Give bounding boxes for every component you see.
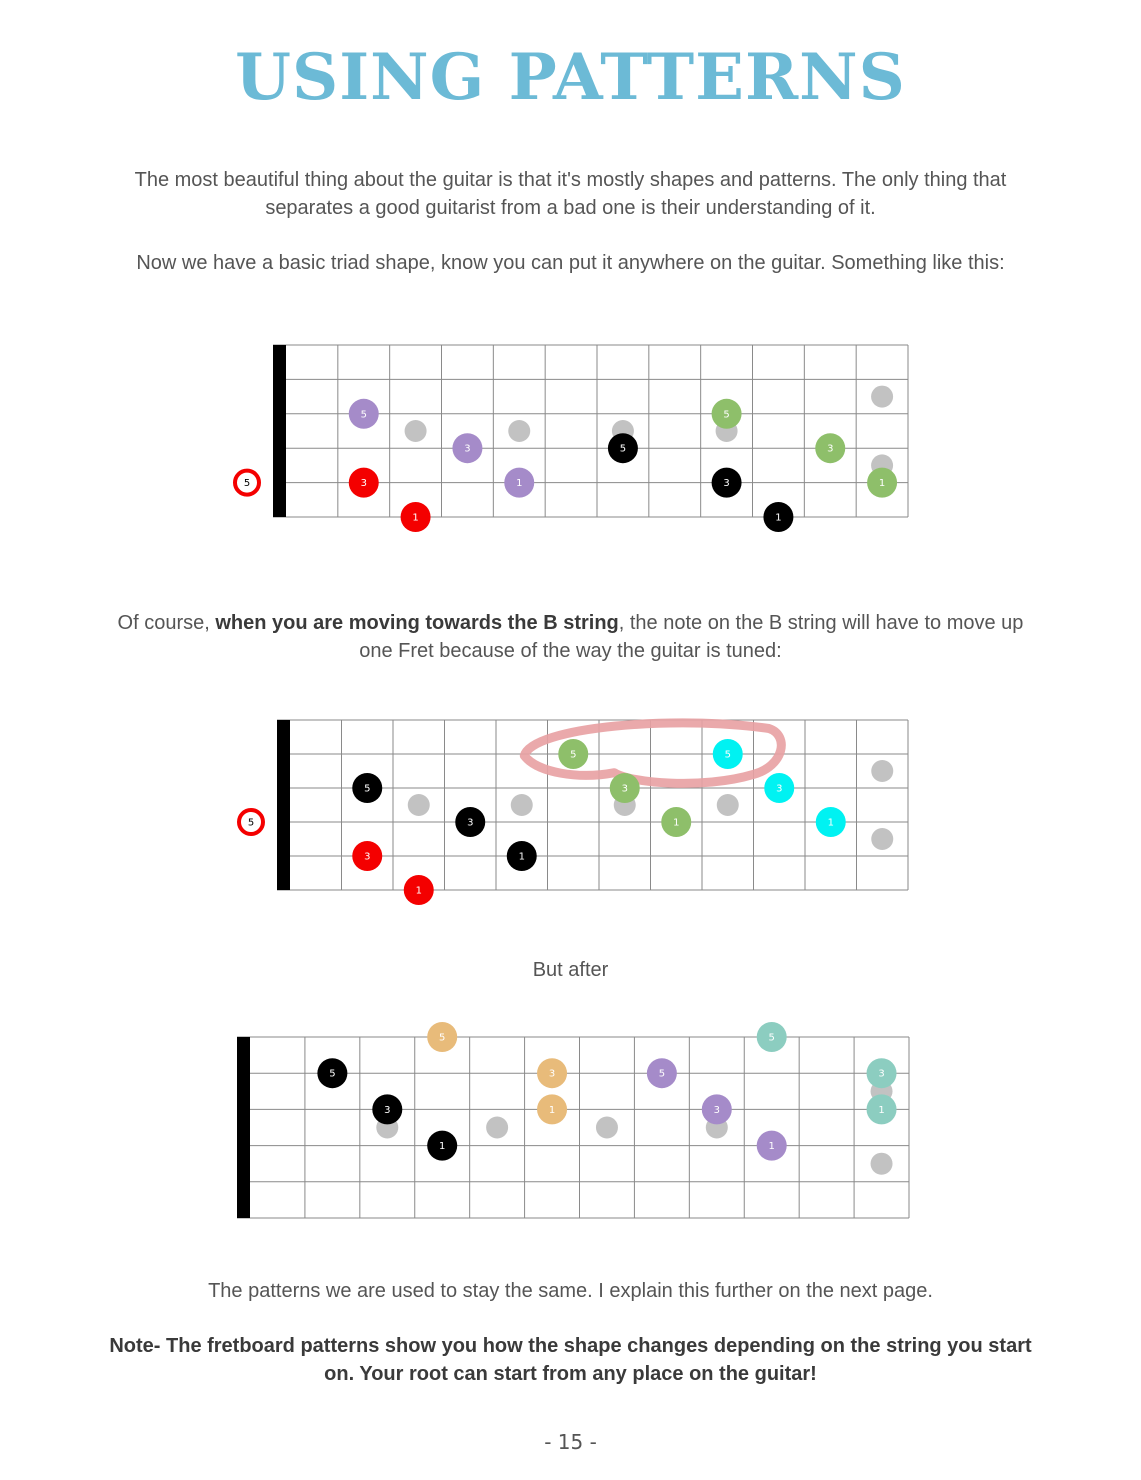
note-dot bbox=[764, 773, 794, 803]
note-dot bbox=[647, 1058, 677, 1088]
b-string-text-bold: when you are moving towards the B string bbox=[215, 612, 619, 634]
note-label: 5 bbox=[658, 1068, 666, 1080]
note-label: 1 bbox=[516, 478, 523, 490]
string-marker bbox=[239, 810, 263, 834]
note-label: 3 bbox=[713, 1104, 720, 1116]
note-label: 1 bbox=[415, 885, 422, 897]
note-dot bbox=[352, 773, 382, 803]
note-dot bbox=[558, 739, 588, 769]
note-circle bbox=[717, 794, 739, 816]
note-dot bbox=[349, 399, 379, 429]
note-label: 3 bbox=[776, 783, 783, 795]
nut-bar bbox=[277, 720, 290, 890]
note-dot bbox=[815, 433, 845, 463]
note-circle bbox=[871, 828, 893, 850]
note-dot bbox=[712, 399, 742, 429]
note-circle bbox=[408, 794, 430, 816]
nut-bar bbox=[273, 345, 286, 517]
b-string-text-post: , the note on the B string will have to move up one Fret because of the way the guitar is tuned: bbox=[359, 612, 1024, 662]
fretboard-diagram-2 bbox=[0, 705, 1141, 915]
note-circle bbox=[486, 1117, 508, 1139]
page-title: USING PATTERNS bbox=[235, 40, 906, 115]
fretboard-diagram-1 bbox=[0, 330, 1141, 540]
note-circle bbox=[871, 760, 893, 782]
note-label: 3 bbox=[467, 817, 474, 829]
triad-paragraph: Now we have a basic triad shape, know you can put it anywhere on the guitar. Something like this: bbox=[136, 252, 1005, 274]
note-dot bbox=[455, 807, 485, 837]
note-label: 3 bbox=[360, 478, 367, 490]
note-dot bbox=[504, 468, 534, 498]
b-string-text-pre: Of course, bbox=[117, 612, 216, 634]
note-dot bbox=[702, 1094, 732, 1124]
note-label: 1 bbox=[768, 1141, 775, 1153]
fret-dot bbox=[871, 828, 893, 850]
b-string-paragraph bbox=[100, 609, 1041, 665]
note-label: 3 bbox=[827, 443, 834, 455]
string-marker-label: 5 bbox=[247, 817, 255, 829]
fret-dot bbox=[408, 794, 430, 816]
fret-dot bbox=[486, 1117, 508, 1139]
note-dot bbox=[404, 875, 434, 905]
note-label: 1 bbox=[439, 1141, 446, 1153]
fret-dot bbox=[717, 794, 739, 816]
note-circle bbox=[596, 1117, 618, 1139]
fret-dot bbox=[511, 794, 533, 816]
nut-bar bbox=[237, 1037, 250, 1218]
note-dot bbox=[757, 1022, 787, 1052]
note-label: 5 bbox=[768, 1032, 775, 1044]
note-circle bbox=[871, 1153, 893, 1175]
fret-dot bbox=[871, 760, 893, 782]
note-label: 1 bbox=[878, 478, 886, 490]
note-label: 1 bbox=[775, 512, 782, 524]
note-dot bbox=[763, 502, 793, 532]
but-after-text: But after bbox=[532, 959, 609, 981]
note-dot bbox=[867, 468, 897, 498]
note-dot bbox=[661, 807, 691, 837]
note-label: 5 bbox=[360, 409, 367, 421]
note-dot bbox=[372, 1094, 402, 1124]
note-dot bbox=[537, 1094, 567, 1124]
note-circle bbox=[405, 420, 427, 442]
note-dot bbox=[713, 739, 743, 769]
note-label: 1 bbox=[878, 1104, 885, 1116]
note-label: 5 bbox=[724, 749, 731, 761]
note-dot bbox=[401, 502, 431, 532]
intro-paragraph: The most beautiful thing about the guitar is that it's mostly shapes and patterns. The only thing that separates a good guitarist from a bad one is their understanding of it. bbox=[134, 169, 1007, 219]
note-dot bbox=[757, 1131, 787, 1161]
note-dot bbox=[867, 1094, 897, 1124]
string-marker bbox=[235, 471, 259, 495]
note-label: 5 bbox=[619, 443, 627, 455]
note-label: 3 bbox=[364, 851, 371, 863]
note-label: 3 bbox=[464, 443, 471, 455]
note-label: 1 bbox=[518, 851, 525, 863]
patterns-paragraph: The patterns we are used to stay the same. I explain this further on the next page. bbox=[208, 1280, 933, 1302]
note-circle bbox=[508, 420, 530, 442]
note-dot bbox=[352, 841, 382, 871]
note-label: 1 bbox=[548, 1104, 556, 1116]
note-dot bbox=[452, 433, 482, 463]
fret-dot bbox=[508, 420, 530, 442]
note-label: 3 bbox=[548, 1068, 556, 1080]
note-dot bbox=[427, 1022, 457, 1052]
fret-dot bbox=[871, 1153, 893, 1175]
note-dot bbox=[608, 433, 638, 463]
note-dot bbox=[867, 1058, 897, 1088]
note-label: 1 bbox=[827, 817, 834, 829]
note-paragraph: Note- The fretboard patterns show you how the shape changes depending on the string you start on. Your root can start from any place on the guitar! bbox=[109, 1335, 1032, 1385]
note-label: 3 bbox=[621, 783, 628, 795]
note-dot bbox=[712, 468, 742, 498]
note-label: 5 bbox=[439, 1032, 446, 1044]
note-dot bbox=[537, 1058, 567, 1088]
note-label: 3 bbox=[878, 1068, 885, 1080]
fretboard-diagram-3 bbox=[0, 1015, 1141, 1230]
note-dot bbox=[317, 1058, 347, 1088]
note-label: 3 bbox=[723, 478, 730, 490]
note-label: 5 bbox=[329, 1068, 336, 1080]
fret-dot bbox=[596, 1117, 618, 1139]
note-dot bbox=[610, 773, 640, 803]
note-label: 1 bbox=[412, 512, 419, 524]
note-circle bbox=[871, 386, 893, 408]
note-dot bbox=[507, 841, 537, 871]
note-dot bbox=[427, 1131, 457, 1161]
fret-dot bbox=[871, 386, 893, 408]
note-circle bbox=[511, 794, 533, 816]
note-label: 5 bbox=[364, 783, 371, 795]
note-label: 1 bbox=[673, 817, 680, 829]
note-label: 3 bbox=[384, 1104, 391, 1116]
note-dot bbox=[816, 807, 846, 837]
note-label: 5 bbox=[723, 409, 730, 421]
note-label: 5 bbox=[570, 749, 577, 761]
note-dot bbox=[349, 468, 379, 498]
string-marker-label: 5 bbox=[243, 478, 251, 490]
page-number: - 15 - bbox=[544, 1430, 597, 1454]
fret-dot bbox=[405, 420, 427, 442]
